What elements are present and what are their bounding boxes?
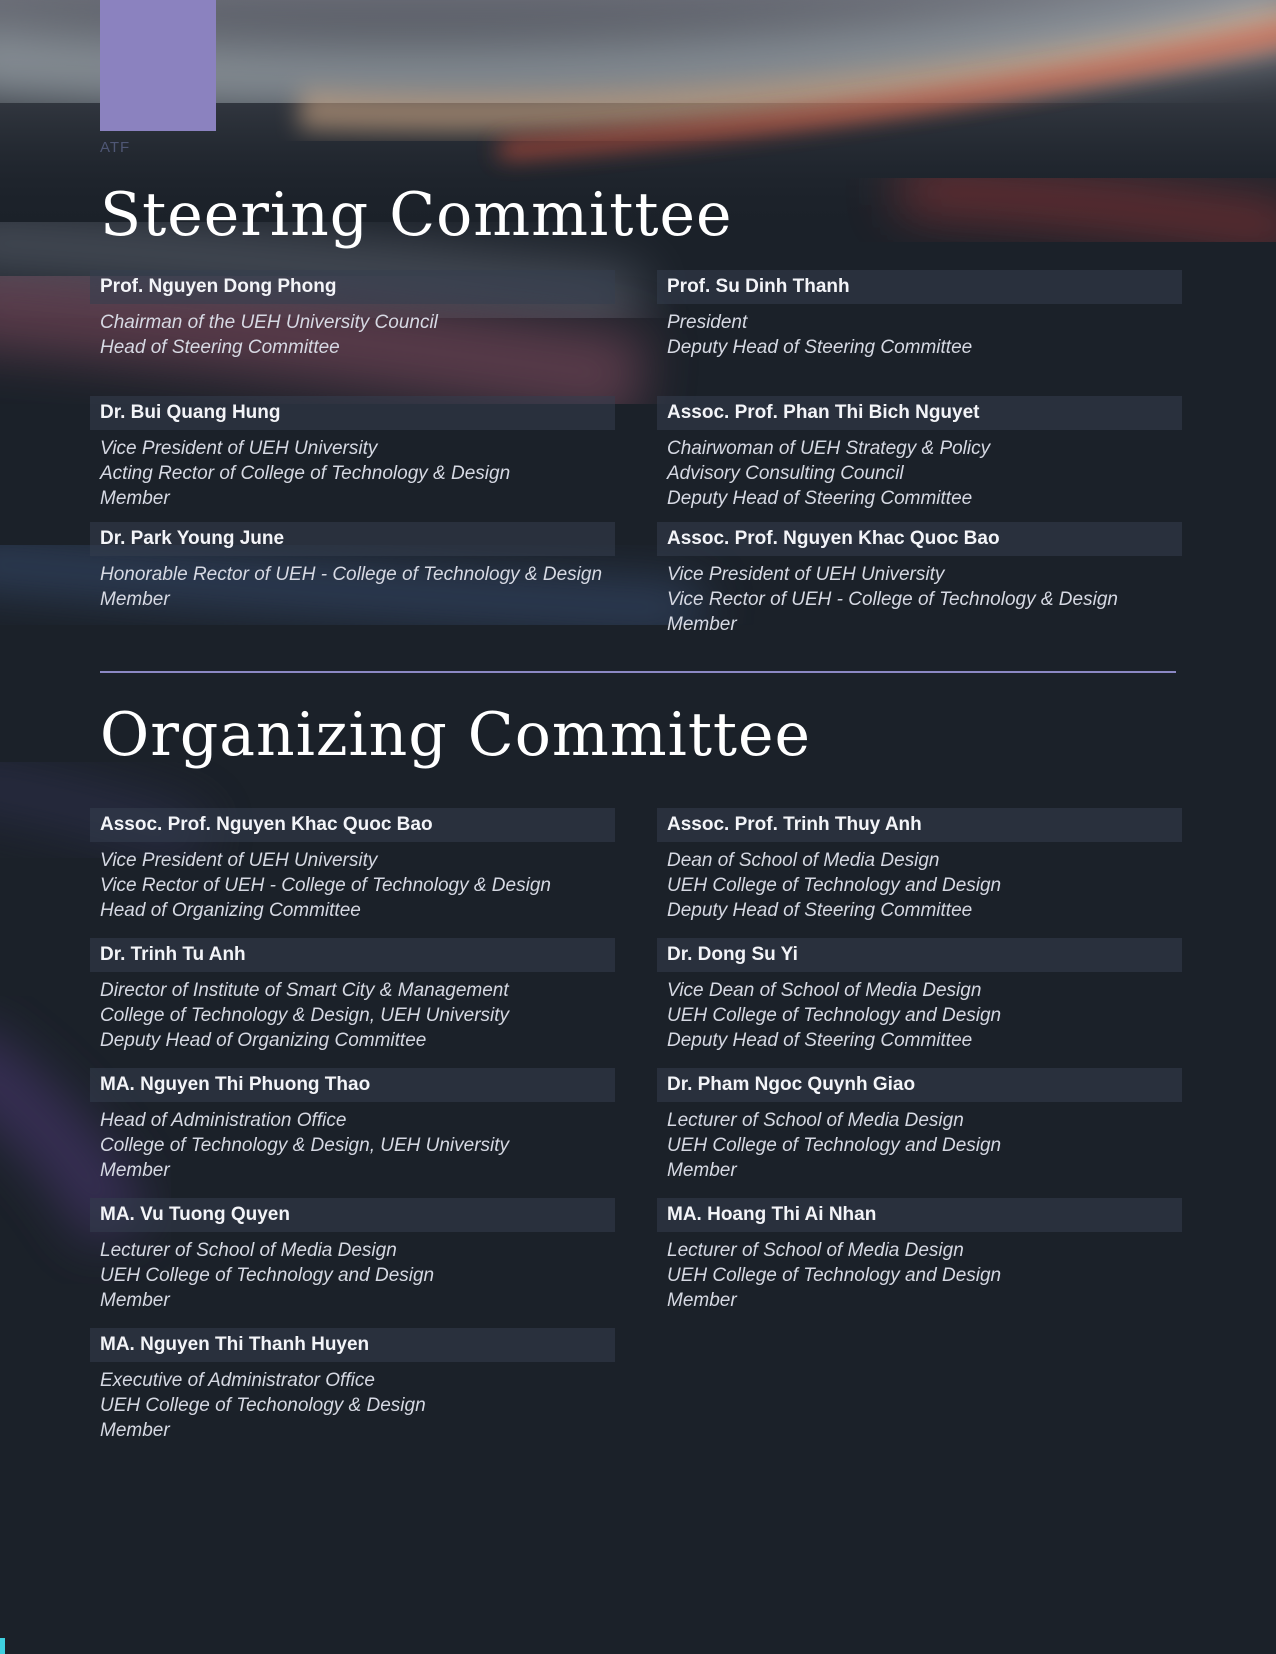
member-name: Prof. Nguyen Dong Phong (90, 270, 615, 304)
member-role: Head of Steering Committee (100, 337, 340, 358)
member-role: UEH College of Technology and Design (100, 1265, 435, 1286)
member-card (657, 1198, 1182, 1313)
member-name: Prof. Su Dinh Thanh (657, 270, 1182, 304)
member-role: Member (667, 1160, 737, 1181)
member-card (90, 396, 615, 511)
member-role: Deputy Head of Steering Committee (667, 488, 973, 509)
member-role: Vice Dean of School of Media Design (667, 980, 982, 1001)
member-role: UEH College of Technology and Design (667, 1005, 1002, 1026)
member-role: Chairwoman of UEH Strategy & Policy (667, 438, 991, 459)
member-role: UEH College of Technology and Design (667, 1265, 1002, 1286)
member-role: Deputy Head of Steering Committee (667, 1030, 973, 1051)
member-role: Member (100, 488, 170, 509)
member-role: Vice President of UEH University (667, 564, 945, 585)
member-role: Vice President of UEH University (100, 438, 378, 459)
steering-committee-title: Steering Committee (100, 180, 733, 250)
organizing-committee-title: Organizing Committee (100, 700, 812, 770)
member-name: Assoc. Prof. Nguyen Khac Quoc Bao (657, 522, 1182, 556)
member-role: Member (667, 614, 737, 635)
member-role: Member (100, 1420, 170, 1441)
member-name: Dr. Dong Su Yi (657, 938, 1182, 972)
member-name: Dr. Trinh Tu Anh (90, 938, 615, 972)
member-card (90, 938, 615, 1053)
member-card (90, 1068, 615, 1183)
member-card (657, 938, 1182, 1053)
member-role: College of Technology & Design, UEH University (100, 1135, 510, 1156)
member-card (90, 270, 615, 360)
member-name: Assoc. Prof. Trinh Thuy Anh (657, 808, 1182, 842)
member-card (90, 1198, 615, 1313)
member-role: Lecturer of School of Media Design (667, 1110, 964, 1131)
member-role: Member (100, 589, 170, 610)
member-role: Member (100, 1290, 170, 1311)
member-name: Assoc. Prof. Phan Thi Bich Nguyet (657, 396, 1182, 430)
member-role: Member (667, 1290, 737, 1311)
member-name: MA. Hoang Thi Ai Nhan (657, 1198, 1182, 1232)
member-name: Dr. Park Young June (90, 522, 615, 556)
member-role: Chairman of the UEH University Council (100, 312, 438, 333)
member-card (90, 1328, 615, 1443)
member-role: UEH College of Technology and Design (667, 875, 1002, 896)
member-role: Advisory Consulting Council (667, 463, 904, 484)
header-tab-label: ATF (100, 139, 131, 156)
section-divider (100, 671, 1176, 673)
member-card (657, 396, 1182, 511)
member-card (657, 522, 1182, 637)
member-card (657, 270, 1182, 360)
member-role: Vice Rector of UEH - College of Technology & Design (100, 875, 551, 896)
member-role: Executive of Administrator Office (100, 1370, 375, 1391)
corner-accent-mark (0, 1638, 5, 1654)
member-role: Lecturer of School of Media Design (100, 1240, 397, 1261)
member-name: MA. Nguyen Thi Phuong Thao (90, 1068, 615, 1102)
member-role: Deputy Head of Steering Committee (667, 337, 973, 358)
member-card (657, 808, 1182, 923)
member-role: Deputy Head of Steering Committee (667, 900, 973, 921)
member-name: Assoc. Prof. Nguyen Khac Quoc Bao (90, 808, 615, 842)
member-role: Lecturer of School of Media Design (667, 1240, 964, 1261)
member-card (90, 808, 615, 923)
member-role: Deputy Head of Organizing Committee (100, 1030, 427, 1051)
member-name: Dr. Bui Quang Hung (90, 396, 615, 430)
member-role: UEH College of Technology and Design (667, 1135, 1002, 1156)
member-role: Vice Rector of UEH - College of Technology & Design (667, 589, 1118, 610)
member-role: UEH College of Techonology & Design (100, 1395, 426, 1416)
member-name: MA. Vu Tuong Quyen (90, 1198, 615, 1232)
member-card (90, 522, 615, 612)
member-role: Head of Administration Office (100, 1110, 347, 1131)
member-role: Vice President of UEH University (100, 850, 378, 871)
member-role: President (667, 312, 748, 333)
member-role: Head of Organizing Committee (100, 900, 361, 921)
member-role: Director of Institute of Smart City & Management (100, 980, 509, 1001)
member-name: MA. Nguyen Thi Thanh Huyen (90, 1328, 615, 1362)
member-role: Dean of School of Media Design (667, 850, 940, 871)
member-role: Acting Rector of College of Technology & Design (100, 463, 511, 484)
member-role: Member (100, 1160, 170, 1181)
member-card (657, 1068, 1182, 1183)
member-role: College of Technology & Design, UEH University (100, 1005, 510, 1026)
header-color-tab (100, 0, 216, 131)
member-name: Dr. Pham Ngoc Quynh Giao (657, 1068, 1182, 1102)
member-role: Honorable Rector of UEH - College of Technology & Design (100, 564, 603, 585)
